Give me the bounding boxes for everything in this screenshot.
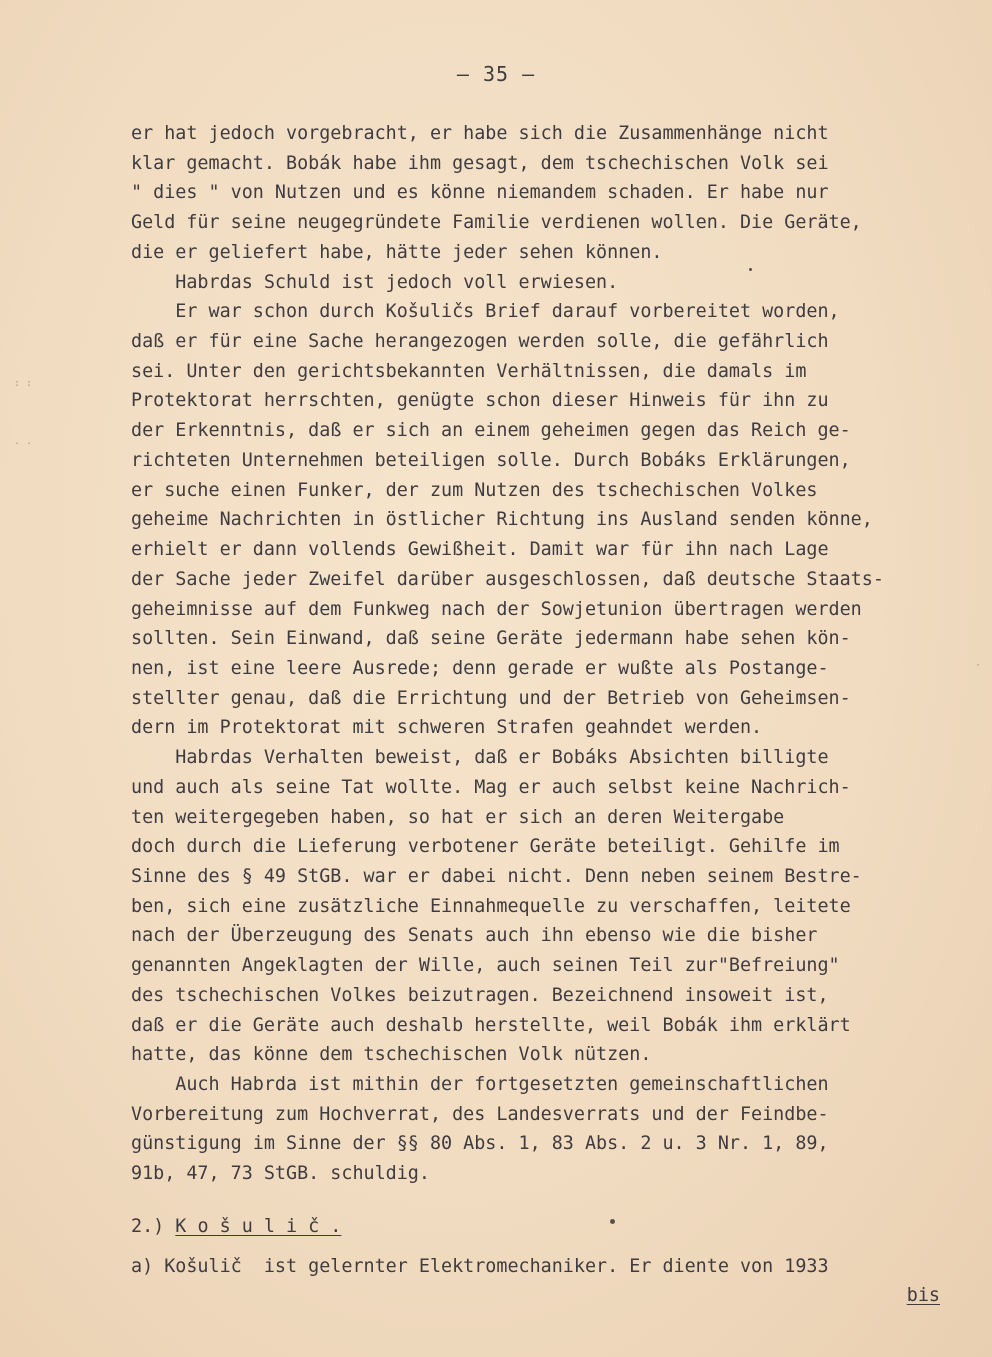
text-line: Sinne des § 49 StGB. war er dabei nicht. Denn neben seinem Bestre- <box>131 865 862 887</box>
margin-mark: . . <box>14 436 33 447</box>
text-line: sei. Unter den gerichtsbekannten Verhältnissen, die damals im <box>131 360 807 382</box>
section-heading <box>131 1212 341 1242</box>
margin-mark: · <box>975 660 982 671</box>
text-line: richteten Unternehmen beteiligen solle. Durch Bobáks Erklärungen, <box>131 449 851 471</box>
text-line: ten weitergegeben haben, so hat er sich an deren Weitergabe <box>131 806 785 828</box>
text-line: er suche einen Funker, der zum Nutzen des tschechischen Volkes <box>131 479 818 501</box>
text-line: der Sache jeder Zweifel darüber ausgeschlossen, daß deutsche Staats- <box>131 568 884 590</box>
text-line: die er geliefert habe, hätte jeder sehen können. <box>131 241 663 263</box>
page-number: – 35 – <box>456 62 536 86</box>
text-line: nen, ist eine leere Ausrede; denn gerade er wußte als Postange- <box>131 657 829 679</box>
text-line: sollten. Sein Einwand, daß seine Geräte jedermann habe sehen kön- <box>131 628 851 650</box>
text-line: nach der Überzeugung des Senats auch ihn ebenso wie die bisher <box>131 925 818 947</box>
text-line: des tschechischen Volkes beizutragen. Bezeichnend insoweit ist, <box>131 984 829 1006</box>
text-line: dern im Protektorat mit schweren Strafen geahndet werden. <box>131 717 763 739</box>
text-line: Vorbereitung zum Hochverrat, des Landesverrats und der Feindbe- <box>131 1103 829 1125</box>
text-line: geheimnisse auf dem Funkweg nach der Sowjetunion übertragen werden <box>131 598 862 620</box>
text-line: geheime Nachrichten in östlicher Richtung ins Ausland senden könne, <box>131 509 873 531</box>
text-line: erhielt er dann vollends Gewißheit. Damit war für ihn nach Lage <box>131 539 829 561</box>
text-line: 91b, 47, 73 StGB. schuldig. <box>131 1163 430 1185</box>
text-line: ben, sich eine zusätzliche Einnahmequelle zu verschaffen, leitete <box>131 895 851 917</box>
text-line: der Erkenntnis, daß er sich an einem geheimen gegen das Reich ge- <box>131 420 851 442</box>
text-line: daß er für eine Sache herangezogen werden solle, die gefährlich <box>131 331 829 353</box>
text-line: günstigung im Sinne der §§ 80 Abs. 1, 83 Abs. 2 u. 3 Nr. 1, 89, <box>131 1133 829 1155</box>
margin-mark: : : <box>14 378 33 389</box>
body-text <box>131 119 951 1189</box>
text-line: " dies " von Nutzen und es könne niemandem schaden. Er habe nur <box>131 182 829 204</box>
text-line: Er war schon durch Košuličs Brief darauf vorbereitet worden, <box>131 301 840 323</box>
catchword: bis <box>906 1285 940 1306</box>
text-line: Auch Habrda ist mithin der fortgesetzten gemeinschaftlichen <box>131 1074 829 1095</box>
text-line: und auch als seine Tat wollte. Mag er auch selbst keine Nachrich- <box>131 776 851 798</box>
text-line: stellter genau, daß die Errichtung und der Betrieb von Geheimsen- <box>131 687 851 709</box>
text-line: Geld für seine neugegründete Familie verdienen wollen. Die Geräte, <box>131 212 862 234</box>
ink-speck <box>610 1219 615 1224</box>
section-title: K o š u l i č . <box>175 1216 342 1237</box>
text-line: er hat jedoch vorgebracht, er habe sich die Zusammenhänge nicht <box>131 123 829 144</box>
text-line: doch durch die Lieferung verbotener Geräte beteiligt. Gehilfe im <box>131 836 840 858</box>
section-number: 2.) <box>131 1216 176 1237</box>
paragraph-a: a) Košulič ist gelernter Elektromechaniker. Er diente von 1933 <box>131 1256 829 1277</box>
text-line: klar gemacht. Bobák habe ihm gesagt, dem tschechischen Volk sei <box>131 152 829 174</box>
text-line: hatte, das könne dem tschechischen Volk nützen. <box>131 1044 652 1066</box>
text-line: Protektorat herrschten, genügte schon dieser Hinweis für ihn zu <box>131 390 829 412</box>
text-line: genannten Angeklagten der Wille, auch seinen Teil zur"Befreiung" <box>131 955 840 977</box>
text-line: daß er die Geräte auch deshalb herstellte, weil Bobák ihm erklärt <box>131 1014 851 1036</box>
ink-speck <box>749 268 752 271</box>
text-line: Habrdas Verhalten beweist, daß er Bobáks Absichten billigte <box>131 747 829 769</box>
text-line: Habrdas Schuld ist jedoch voll erwiesen. <box>131 271 619 293</box>
